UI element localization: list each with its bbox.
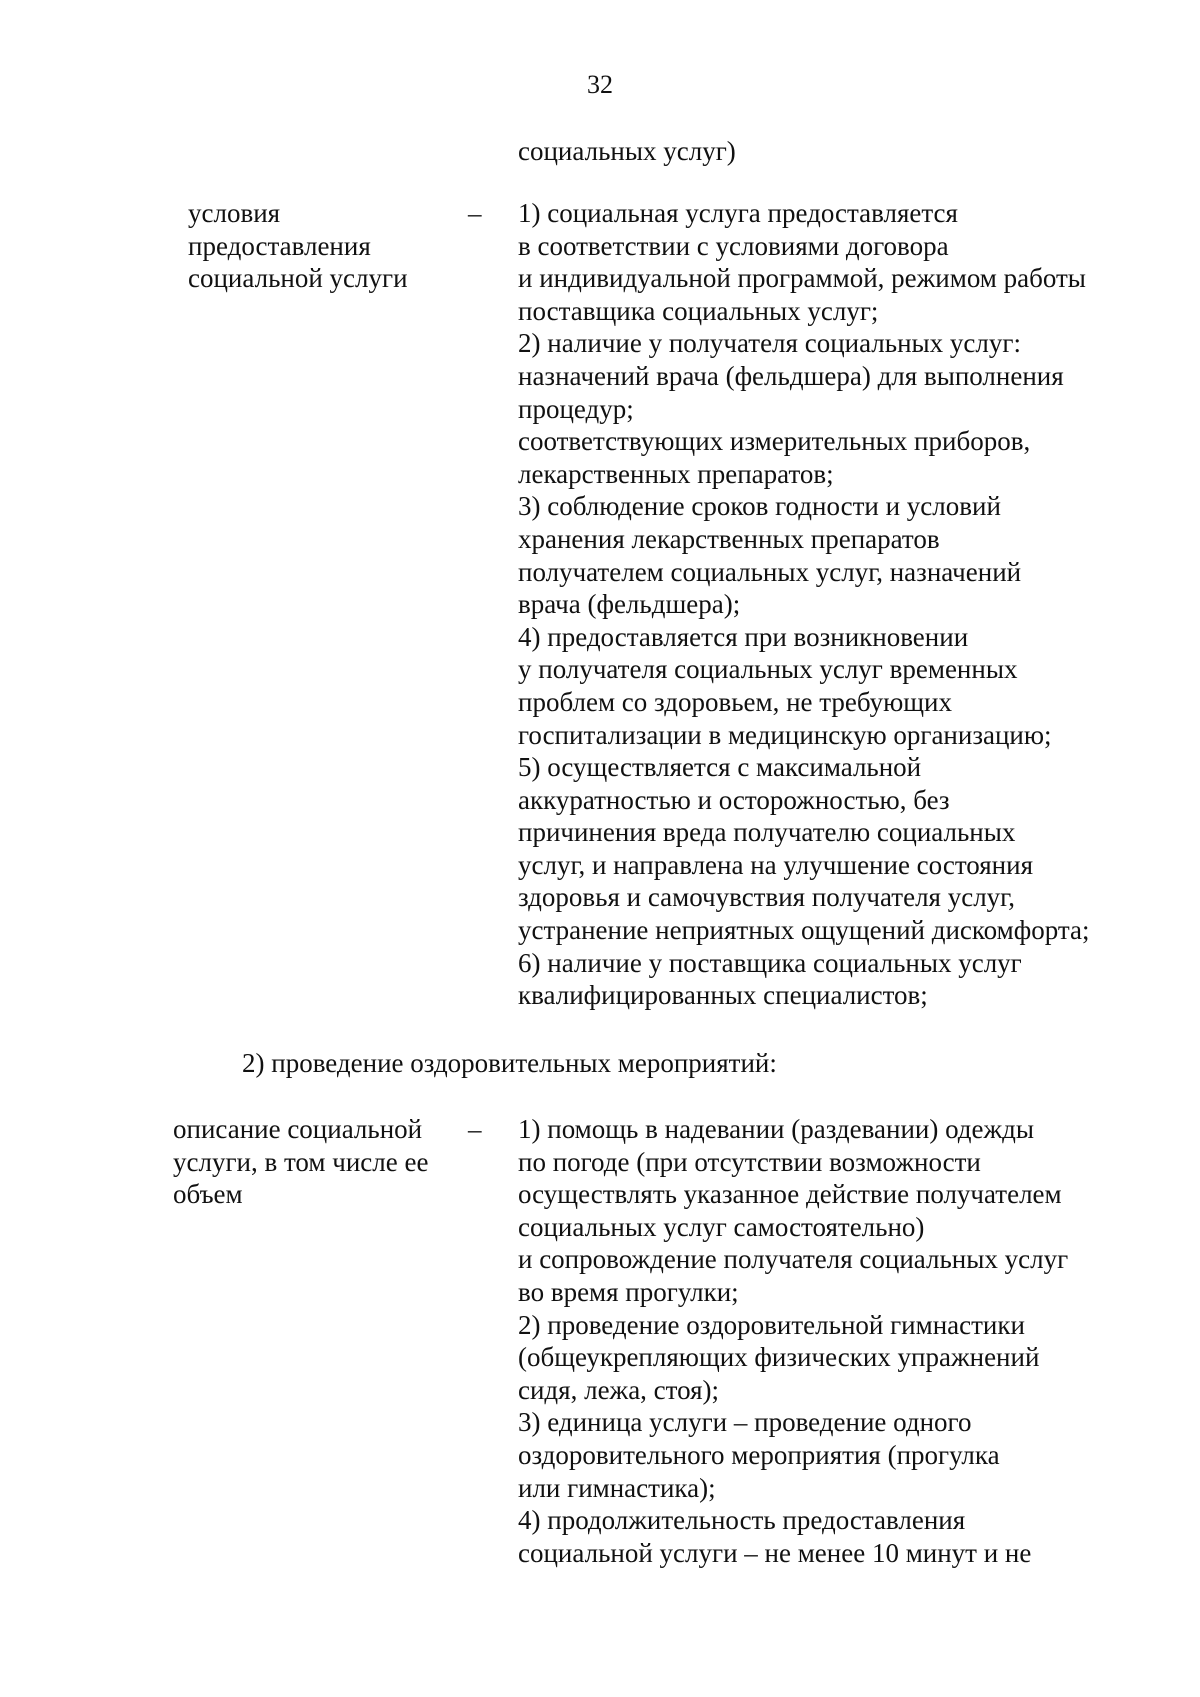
continuation-text: социальных услуг) bbox=[518, 136, 736, 166]
row1-text-line: госпитализации в медицинскую организацию; bbox=[518, 719, 1052, 750]
row2-text-line: осуществлять указанное действие получателем bbox=[518, 1179, 1062, 1210]
row1-text-line: аккуратностью и осторожностью, без bbox=[518, 784, 950, 815]
row1-text-line: 2) наличие у получателя социальных услуг: bbox=[518, 328, 1021, 359]
row1-text-line: соответствующих измерительных приборов, bbox=[518, 426, 1031, 457]
row1-text-line: устранение неприятных ощущений дискомфорта; bbox=[518, 915, 1090, 946]
section-heading: 2) проведение оздоровительных мероприятий: bbox=[242, 1048, 777, 1078]
row1-text-line: 3) соблюдение сроков годности и условий bbox=[518, 491, 1001, 522]
row1-text-line: 5) осуществляется с максимальной bbox=[518, 752, 922, 783]
row2-text-line: социальной услуги – не менее 10 минут и не bbox=[518, 1537, 1032, 1568]
row1-text-line: услуг, и направлена на улучшение состояния bbox=[518, 849, 1033, 880]
row1-text-line: здоровья и самочувствия получателя услуг, bbox=[518, 882, 1015, 913]
row1-text-line: процедур; bbox=[518, 393, 634, 424]
row1-dash: – bbox=[468, 198, 482, 228]
row1-text-line: квалифицированных специалистов; bbox=[518, 980, 928, 1011]
row1-text-line: назначений врача (фельдшера) для выполнения bbox=[518, 360, 1064, 391]
row1-text-line: в соответствии с условиями договора bbox=[518, 230, 949, 261]
row1-text-line: проблем со здоровьем, не требующих bbox=[518, 686, 953, 717]
row1-text-line: 6) наличие у поставщика социальных услуг bbox=[518, 947, 1022, 978]
row1-text-line: у получателя социальных услуг временных bbox=[518, 654, 1018, 685]
row2-text-line: 2) проведение оздоровительной гимнастики bbox=[518, 1309, 1025, 1340]
row2-text-line: 1) помощь в надевании (раздевании) одежды bbox=[518, 1114, 1035, 1144]
row1-label-line: условия bbox=[188, 198, 281, 228]
row2-text-line: по погоде (при отсутствии возможности bbox=[518, 1146, 981, 1177]
row1-text-line: 4) предоставляется при возникновении bbox=[518, 621, 969, 652]
row2-text-line: оздоровительного мероприятия (прогулка bbox=[518, 1439, 1000, 1470]
row2-text-line: 3) единица услуги – проведение одного bbox=[518, 1407, 972, 1438]
row2-label bbox=[173, 1113, 428, 1211]
row1-text-line: и индивидуальной программой, режимом работы bbox=[518, 263, 1086, 294]
row2-text-line: и сопровождение получателя социальных услуг bbox=[518, 1244, 1069, 1275]
row2-text-line: во время прогулки; bbox=[518, 1276, 739, 1307]
row2-text-line: социальных услуг самостоятельно) bbox=[518, 1211, 925, 1242]
row1-text-line: лекарственных препаратов; bbox=[518, 458, 834, 489]
row2-label-line: услуги, в том числе ее bbox=[173, 1146, 429, 1177]
row2-label-line: описание социальной bbox=[173, 1114, 423, 1144]
row2-dash: – bbox=[468, 1114, 482, 1144]
row1-text-line: 1) социальная услуга предоставляется bbox=[518, 198, 958, 228]
row2-text-line: или гимнастика); bbox=[518, 1472, 716, 1503]
row1-text-line: получателем социальных услуг, назначений bbox=[518, 556, 1022, 587]
row1-text-line: причинения вреда получателю социальных bbox=[518, 817, 1016, 848]
row1-text bbox=[518, 197, 1089, 1012]
row1-text-line: врача (фельдшера); bbox=[518, 589, 741, 620]
row2-text-line: (общеукрепляющих физических упражнений bbox=[518, 1342, 1040, 1373]
page-number: 32 bbox=[587, 70, 613, 99]
row1-text-line: поставщика социальных услуг; bbox=[518, 295, 879, 326]
row1-label-line: социальной услуги bbox=[188, 263, 408, 294]
row2-text-line: 4) продолжительность предоставления bbox=[518, 1505, 966, 1536]
row2-text bbox=[518, 1113, 1068, 1569]
row1-label-line: предоставления bbox=[188, 230, 371, 261]
row1-label bbox=[188, 197, 408, 295]
row2-text-line: сидя, лежа, стоя); bbox=[518, 1374, 720, 1405]
row1-text-line: хранения лекарственных препаратов bbox=[518, 523, 940, 554]
row2-label-line: объем bbox=[173, 1179, 243, 1210]
